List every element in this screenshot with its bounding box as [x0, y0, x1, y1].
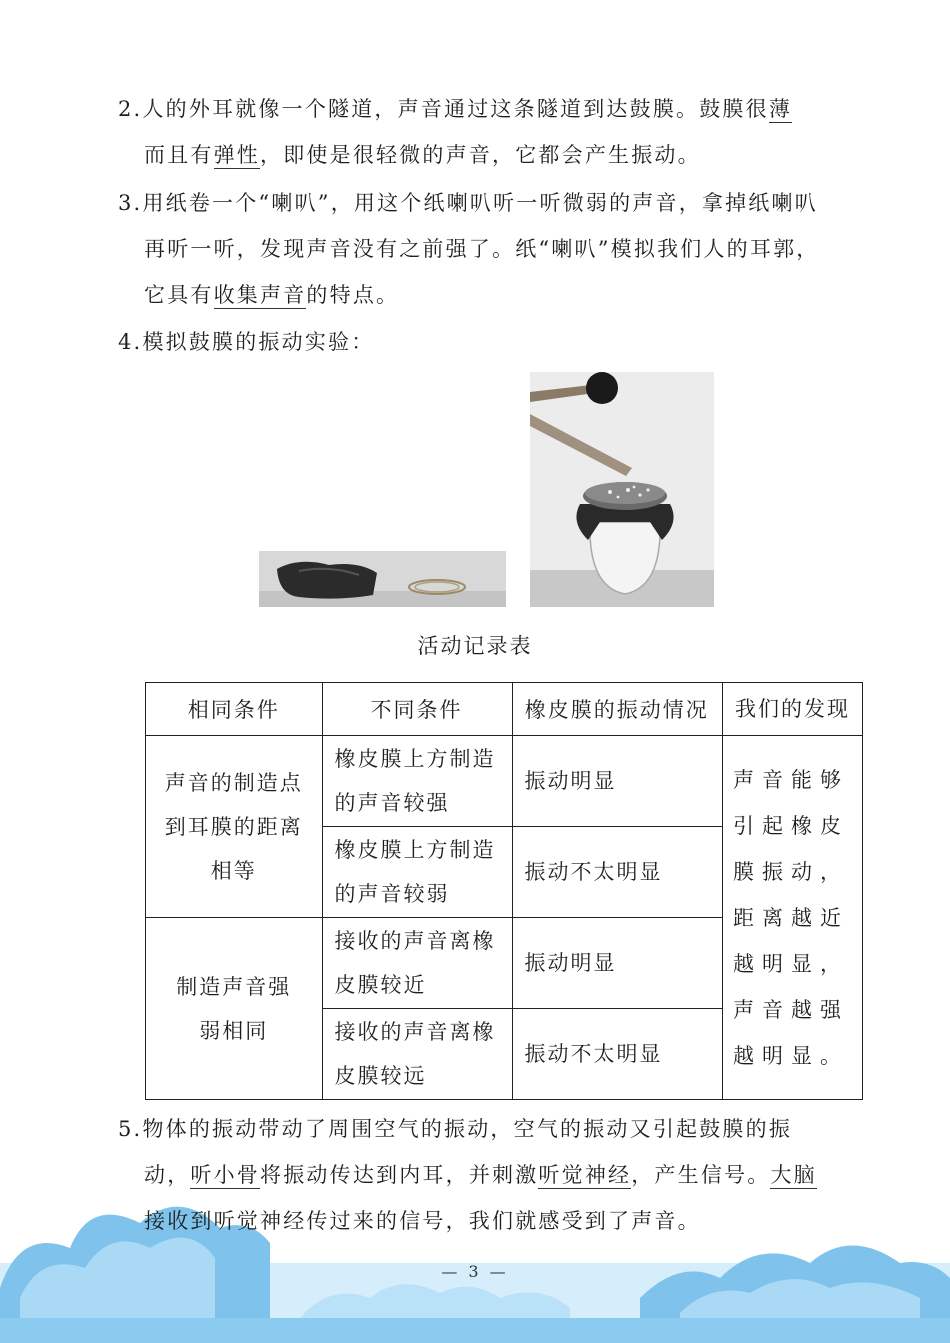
header-finding: 我们的发现 — [723, 683, 863, 736]
diff-condition-cell: 接收的声音离橡皮膜较远 — [322, 1009, 512, 1100]
answer-brain: 大脑 — [770, 1163, 817, 1187]
vibration-cell: 振动明显 — [512, 918, 723, 1009]
item-4 — [118, 319, 863, 365]
header-different-condition: 不同条件 — [322, 683, 512, 736]
item-number: 4. — [118, 330, 143, 354]
answer-thin: 薄 — [768, 97, 793, 121]
item-2-text-c: ，即使是很轻微的声音，它都会产生振动。 — [260, 143, 701, 167]
item-3-text-b: 的特点。 — [306, 283, 400, 307]
item-number: 2. — [118, 97, 143, 121]
header-same-condition: 相同条件 — [146, 683, 323, 736]
item-4-text: 模拟鼓膜的振动实验： — [142, 330, 375, 354]
header-vibration: 橡皮膜的振动情况 — [512, 683, 723, 736]
same-condition-distance: 声音的制造点到耳膜的距离相等 — [146, 736, 323, 918]
photo-materials — [259, 551, 506, 607]
photo-drum-experiment — [530, 372, 714, 607]
item-5-line-1: 物体的振动带动了周围空气的振动，空气的振动又引起鼓膜的振 — [142, 1117, 793, 1141]
page-number: — 3 — — [441, 1262, 509, 1281]
vibration-cell: 振动不太明显 — [512, 827, 723, 918]
table-header-row — [146, 683, 863, 736]
diff-condition-cell: 橡皮膜上方制造的声音较强 — [322, 736, 512, 827]
item-3-line-1: 用纸卷一个“喇叭”，用这个纸喇叭听一听微弱的声音，拿掉纸喇叭 — [142, 191, 818, 215]
table-row — [146, 736, 863, 827]
answer-elastic: 弹性 — [213, 143, 261, 167]
item-2 — [118, 86, 863, 178]
vibration-cell: 振动不太明显 — [512, 1009, 723, 1100]
answer-collect-sound: 收集声音 — [213, 283, 307, 307]
activity-record-table — [145, 682, 863, 1100]
table-caption: 活动记录表 — [417, 634, 533, 658]
diff-condition-cell: 接收的声音离橡皮膜较近 — [322, 918, 512, 1009]
item-number: 5. — [118, 1117, 143, 1141]
item-2-text-b: 而且有 — [144, 143, 214, 167]
item-5-text-a: 动， — [144, 1163, 191, 1187]
same-condition-strength: 制造声音强弱相同 — [146, 918, 323, 1100]
item-3-line-2: 再听一听，发现声音没有之前强了。纸“喇叭”模拟我们人的耳郭， — [144, 237, 820, 261]
item-3 — [118, 180, 863, 318]
item-number: 3. — [118, 191, 143, 215]
item-5-line-3: 接收到听觉神经传过来的信号，我们就感受到了声音。 — [144, 1209, 701, 1233]
item-3-text-a: 它具有 — [144, 283, 214, 307]
item-5 — [118, 1106, 863, 1244]
item-5-text-c: ，产生信号。 — [631, 1163, 771, 1187]
answer-auditory-nerve: 听觉神经 — [538, 1163, 632, 1187]
vibration-cell: 振动明显 — [512, 736, 723, 827]
item-2-text-a: 人的外耳就像一个隧道，声音通过这条隧道到达鼓膜。鼓膜很 — [142, 97, 769, 121]
answer-ossicles: 听小骨 — [190, 1163, 261, 1187]
finding-cell: 声音能够引起橡皮膜振动，距离越近越明显，声音越强越明显。 — [723, 736, 863, 1100]
item-5-text-b: 将振动传达到内耳，并刺激 — [260, 1163, 539, 1187]
diff-condition-cell: 橡皮膜上方制造的声音较弱 — [322, 827, 512, 918]
